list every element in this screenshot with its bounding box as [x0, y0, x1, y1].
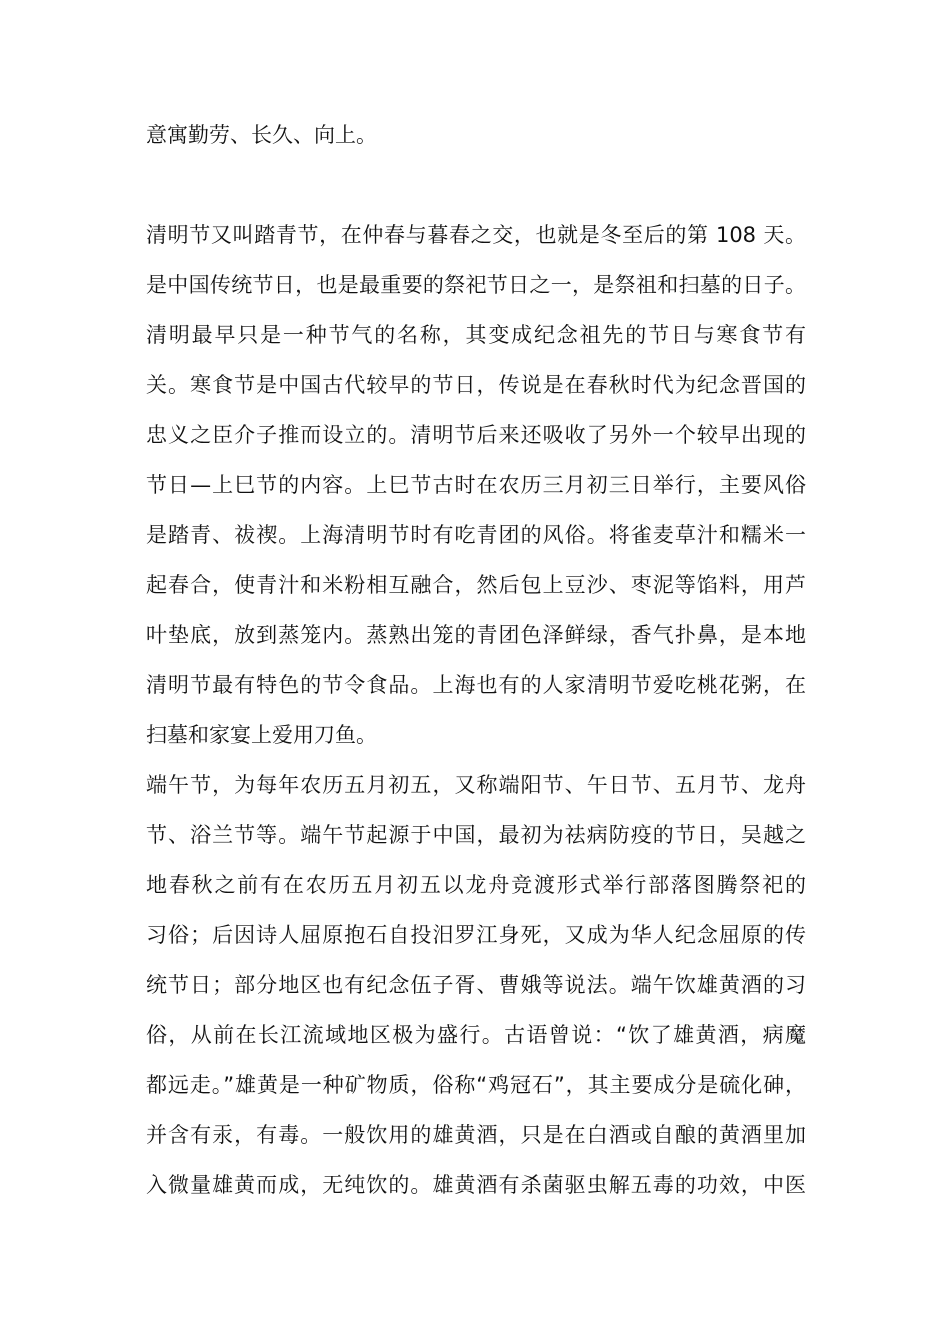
- text-line: 并含有汞，有毒。一般饮用的雄黄酒，只是在白酒或自酿的黄酒里加: [146, 1123, 806, 1147]
- text-line: 节日—上巳节的内容。上巳节古时在农历三月初三日举行，主要风俗: [146, 473, 806, 497]
- text-line: 起春合，使青汁和米粉相互融合，然后包上豆沙、枣泥等馅料，用芦: [146, 573, 806, 597]
- text-line: 清明节又叫踏青节，在仲春与暮春之交，也就是冬至后的第 108 天。: [146, 223, 806, 247]
- text-line: 端午节，为每年农历五月初五，又称端阳节、午日节、五月节、龙舟: [146, 773, 806, 797]
- text-line: 清明节最有特色的节令食品。上海也有的人家清明节爱吃桃花粥，在: [146, 673, 806, 697]
- text-line: 习俗；后因诗人屈原抱石自投汨罗江身死，又成为华人纪念屈原的传: [146, 923, 806, 947]
- text-line: 都远走。”雄黄是一种矿物质，俗称“鸡冠石”，其主要成分是硫化砷，: [146, 1073, 806, 1097]
- text-line: 是中国传统节日，也是最重要的祭祀节日之一，是祭祖和扫墓的日子。: [146, 273, 806, 297]
- text-line: 俗，从前在长江流域地区极为盛行。古语曾说：“饮了雄黄酒，病魔: [146, 1023, 806, 1047]
- text-line: 清明最早只是一种节气的名称，其变成纪念祖先的节日与寒食节有: [146, 323, 806, 347]
- text-line: 是踏青、祓禊。上海清明节时有吃青团的风俗。将雀麦草汁和糯米一: [146, 523, 806, 547]
- text-line: 意寓勤劳、长久、向上。: [146, 123, 377, 147]
- text-line: 入微量雄黄而成，无纯饮的。雄黄酒有杀菌驱虫解五毒的功效，中医: [146, 1173, 806, 1197]
- text-line: 扫墓和家宴上爱用刀鱼。: [146, 723, 377, 747]
- text-line: 忠义之臣介子推而设立的。清明节后来还吸收了另外一个较早出现的: [146, 423, 806, 447]
- text-line: 统节日；部分地区也有纪念伍子胥、曹娥等说法。端午饮雄黄酒的习: [146, 973, 806, 997]
- text-line: 节、浴兰节等。端午节起源于中国，最初为祛病防疫的节日，吴越之: [146, 823, 806, 847]
- text-line: 地春秋之前有在农历五月初五以龙舟竞渡形式举行部落图腾祭祀的: [146, 873, 806, 897]
- text-line: 叶垫底，放到蒸笼内。蒸熟出笼的青团色泽鲜绿，香气扑鼻，是本地: [146, 623, 806, 647]
- text-line: 关。寒食节是中国古代较早的节日，传说是在春秋时代为纪念晋国的: [146, 373, 806, 397]
